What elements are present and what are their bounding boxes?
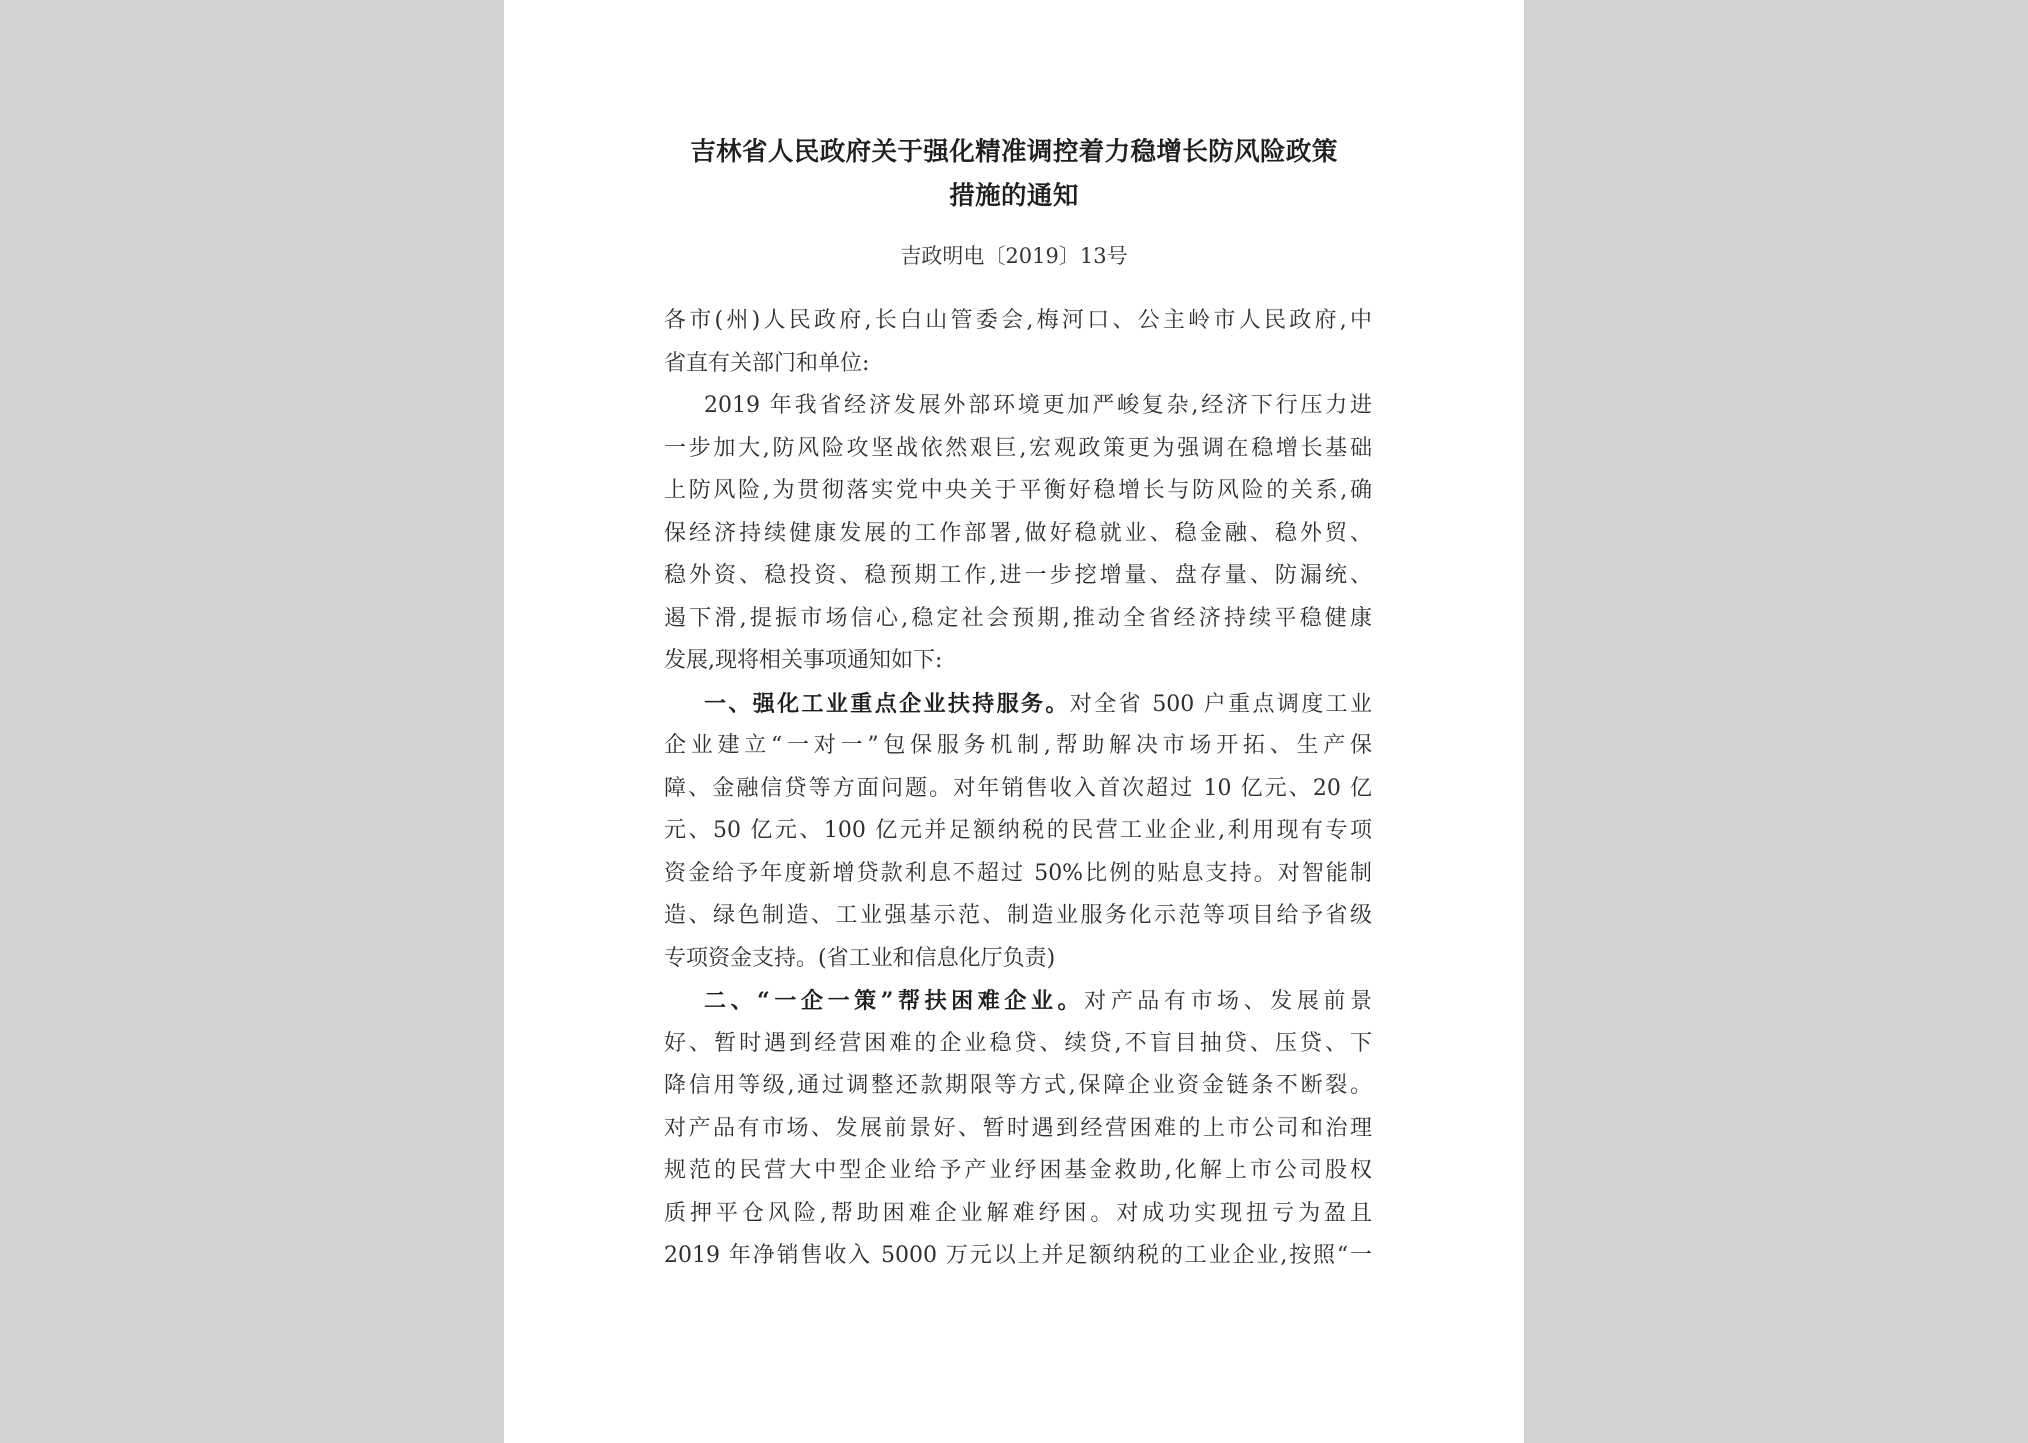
document-body bbox=[664, 300, 1372, 1278]
section-1-heading: 一、强化工业重点企业扶持服务。 bbox=[704, 690, 1070, 717]
body-line: 稳外资、稳投资、稳预期工作,进一步挖增量、盘存量、防漏统、 bbox=[664, 563, 1372, 588]
body-line: 遏下滑,提振市场信心,稳定社会预期,推动全省经济持续平稳健康 bbox=[664, 605, 1372, 631]
document-title-line-2: 措施的通知 bbox=[949, 181, 1079, 211]
section-2-lead: 对产品有市场、发展前景 bbox=[1084, 989, 1372, 1014]
body-line: 发展,现将相关事项通知如下: bbox=[664, 648, 943, 673]
document-number: 吉政明电〔2019〕13号 bbox=[900, 244, 1128, 268]
section-2-heading: 二、“一企一策”帮扶困难企业。 bbox=[704, 988, 1085, 1014]
section-1-line: 元、50 亿元、100 亿元并足额纳税的民营工业企业,利用现有专项 bbox=[664, 818, 1372, 843]
body-line: 省直有关部门和单位: bbox=[664, 350, 870, 376]
section-1-line: 障、金融信贷等方面问题。对年销售收入首次超过 10 亿元、20 亿 bbox=[664, 775, 1372, 801]
section-2-line: 对产品有市场、发展前景好、暂时遇到经营困难的上市公司和治理 bbox=[664, 1115, 1372, 1141]
section-2-line: 降信用等级,通过调整还款期限等方式,保障企业资金链条不断裂。 bbox=[664, 1073, 1372, 1098]
section-2-line: 2019 年净销售收入 5000 万元以上并足额纳税的工业企业,按照“一 bbox=[664, 1243, 1372, 1268]
section-2-first-line bbox=[664, 980, 1372, 1023]
section-2-line: 好、暂时遇到经营困难的企业稳贷、续贷,不盲目抽贷、压贷、下 bbox=[664, 1030, 1372, 1056]
body-line: 上防风险,为贯彻落实党中央关于平衡好稳增长与防风险的关系,确 bbox=[664, 478, 1372, 503]
section-2-line: 规范的民营大中型企业给予产业纾困基金救助,化解上市公司股权 bbox=[664, 1158, 1372, 1183]
section-1-first-line bbox=[664, 683, 1372, 726]
section-1-line: 资金给予年度新增贷款利息不超过 50%比例的贴息支持。对智能制 bbox=[664, 860, 1372, 886]
body-line: 一步加大,防风险攻坚战依然艰巨,宏观政策更为强调在稳增长基础 bbox=[664, 435, 1372, 461]
body-line: 2019 年我省经济发展外部环境更加严峻复杂,经济下行压力进 bbox=[704, 393, 1372, 418]
section-1-line: 企业建立“一对一”包保服务机制,帮助解决市场开拓、生产保 bbox=[664, 733, 1372, 758]
body-line: 保经济持续健康发展的工作部署,做好稳就业、稳金融、稳外贸、 bbox=[664, 520, 1372, 546]
section-1-line: 专项资金支持。(省工业和信息化厅负责) bbox=[664, 945, 1056, 971]
section-1-line: 造、绿色制造、工业强基示范、制造业服务化示范等项目给予省级 bbox=[664, 903, 1372, 928]
document-title-line-1: 吉林省人民政府关于强化精准调控着力稳增长防风险政策 bbox=[690, 137, 1338, 167]
document-page bbox=[504, 0, 1524, 1443]
section-1-lead: 对全省 500 户重点调度工业 bbox=[1069, 691, 1372, 717]
body-line: 各市(州)人民政府,长白山管委会,梅河口、公主岭市人民政府,中 bbox=[664, 308, 1372, 333]
section-2-line: 质押平仓风险,帮助困难企业解难纾困。对成功实现扭亏为盈且 bbox=[664, 1200, 1372, 1226]
